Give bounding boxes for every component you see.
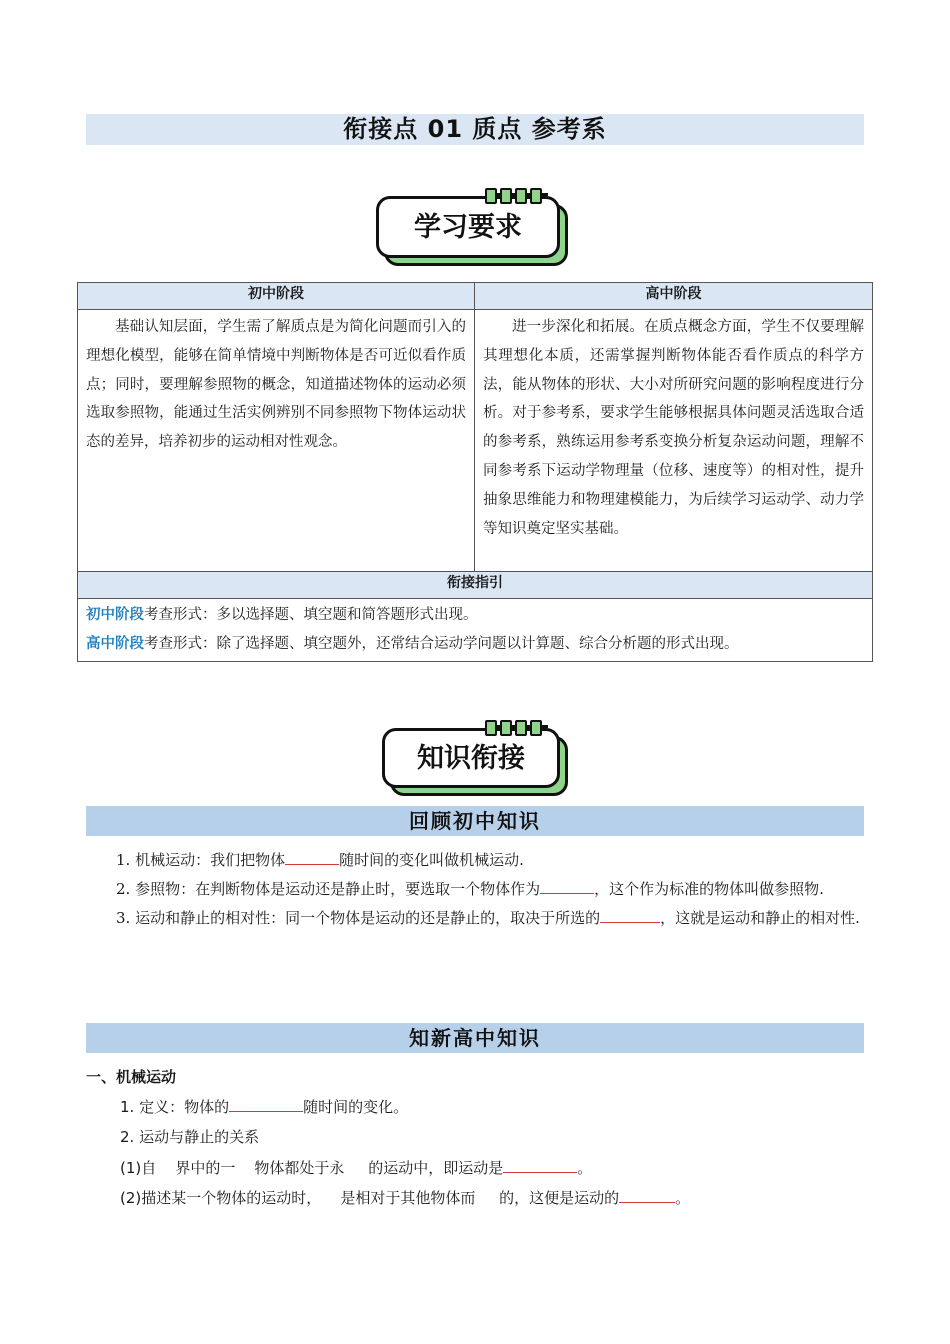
review-section-header: 回顾初中知识 — [86, 806, 864, 836]
page-title: 衔接点 01 质点 参考系 — [86, 114, 864, 145]
review-item-1: 1. 机械运动：我们把物体 随时间的变化叫做机械运动. — [86, 846, 864, 875]
requirements-badge-label: 学习要求 — [376, 196, 560, 258]
notebook-rings-icon — [485, 720, 542, 736]
col-header-senior: 高中阶段 — [475, 283, 873, 310]
subsection-heading: 一、机械运动 — [86, 1068, 177, 1086]
fill-blank[interactable] — [600, 906, 660, 923]
new-knowledge-section-header: 知新高中知识 — [86, 1023, 864, 1053]
guide-header: 衔接指引 — [78, 572, 873, 599]
definition-line: 1. 定义：物体的 随时间的变化。 — [120, 1095, 408, 1117]
fill-blank[interactable] — [285, 848, 339, 865]
junior-requirements-text: 基础认知层面，学生需了解质点是为简化问题而引入的理想化模型，能够在简单情境中判断物体是否可近似看作质点；同时，要理解参照物的概念，知道描述物体的运动必须选取参照物，能通过生活实例辨别不同参照物下物体运动状态的差异，培养初步的运动相对性观念。 — [86, 319, 466, 451]
guide-line-junior: 初中阶段考查形式：多以选择题、填空题和简答题形式出现。 — [86, 607, 478, 623]
senior-requirements-text: 进一步深化和拓展。在质点概念方面，学生不仅要理解其理想化本质，还需掌握判断物体能否看作质点的科学方法，能从物体的形状、大小对所研究问题的影响程度进行分析。对于参考系，要求学生能够根据具体问题灵活选取合适的参考系，熟练运用参考系变换分析复杂运动问题，理解不同参考系下运动学物理量（位移、速度等）的相对性，提升抽象思维能力和物理建模能力，为后续学习运动学、动力学等知识奠定坚实基础。 — [483, 319, 864, 537]
review-item-3: 3. 运动和静止的相对性：同一个物体是运动的还是静止的，取决于所选的 ，这就是运动和静止的相对性. — [86, 904, 864, 933]
relation-heading: 2. 运动与静止的关系 — [120, 1128, 260, 1146]
requirements-badge — [376, 196, 560, 258]
fill-blank[interactable] — [503, 1156, 577, 1173]
fill-blank[interactable] — [540, 877, 594, 894]
fill-blank[interactable] — [229, 1095, 303, 1112]
knowledge-badge — [382, 728, 560, 788]
fill-blank[interactable] — [619, 1186, 675, 1203]
relation-item-1: (1)自 界中的一 物体都处于永 的运动中，即运动是 。 — [120, 1156, 592, 1178]
requirements-table — [77, 282, 873, 662]
knowledge-badge-label: 知识衔接 — [382, 728, 560, 788]
review-item-2: 2. 参照物：在判断物体是运动还是静止时，要选取一个物体作为 ，这个作为标准的物体叫做参照物. — [86, 875, 864, 904]
notebook-rings-icon — [485, 188, 542, 204]
col-header-junior: 初中阶段 — [78, 283, 475, 310]
review-content — [86, 846, 864, 933]
guide-content — [78, 599, 873, 662]
relation-item-2: (2)描述某一个物体的运动时， 是相对于其他物体而 的，这便是运动的 。 — [120, 1186, 690, 1208]
guide-line-senior: 高中阶段考查形式：除了选择题、填空题外，还常结合运动学问题以计算题、综合分析题的形式出现。 — [86, 636, 739, 652]
